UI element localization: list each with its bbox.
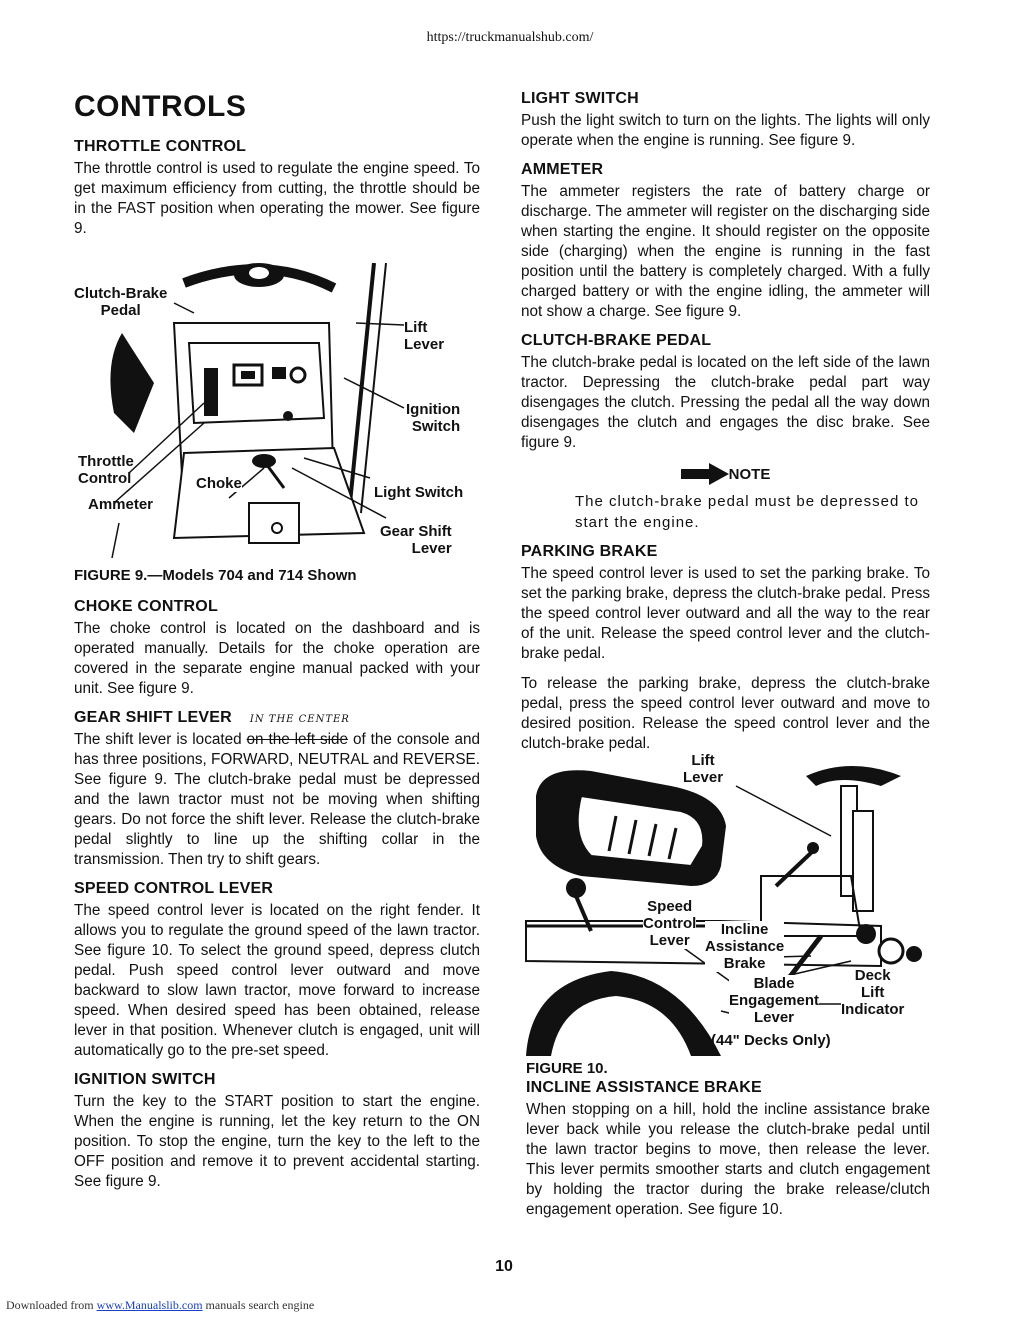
figure-9-caption: FIGURE 9.—Models 704 and 714 Shown (74, 567, 357, 584)
label-lift-lever-fig10: Lift Lever (683, 752, 724, 786)
incline-heading: INCLINE ASSISTANCE BRAKE (526, 1079, 762, 1096)
ammeter-heading: AMMETER (521, 161, 604, 178)
right-column (521, 90, 930, 1230)
footer (6, 1298, 314, 1313)
label-speed-control-lever: Speed Control Lever (643, 898, 697, 949)
speed-control-text: The speed control lever is located on the right fender. It allows you to regulate the ground speed of the lawn tractor. See figure 10. To select the ground speed, depress clutch pedal. Push speed control lever outward and move backward to slow lawn tractor, move forward to increase speed. When desired speed has been obtained, release lever in that position. Whenever clutch is engaged, unit will automatically go to the pre-set speed. (74, 902, 480, 1059)
note-header (521, 463, 930, 485)
footer-suffix: manuals search engine (202, 1298, 315, 1312)
clutch-brake-text: The clutch-brake pedal is located on the left side of the lawn tractor. Depressing the clutch-brake pedal part way disengages the clutch. Pressing the pedal all the way down disengages the clutch and engages the disc brake. See figure 9. (521, 354, 930, 451)
page-number: 10 (495, 1258, 513, 1275)
label-blade-engagement-lever: Blade Engagement Lever (729, 975, 820, 1026)
left-column (74, 90, 480, 1202)
throttle-heading: THROTTLE CONTROL (74, 138, 247, 155)
clutch-brake-heading: CLUTCH-BRAKE PEDAL (521, 332, 712, 349)
gear-shift-heading (74, 709, 480, 727)
choke-heading: CHOKE CONTROL (74, 598, 218, 615)
ignition-text: Turn the key to the START position to start the engine. When the engine is running, let the key return to the ON position. To stop the engine, turn the key to the left to the OFF position and remove it to prevent accidental starting. See figure 9. (74, 1093, 480, 1190)
label-choke: Choke (196, 475, 242, 492)
label-ammeter: Ammeter (88, 496, 154, 513)
handwritten-note: IN THE CENTER (249, 714, 350, 725)
label-throttle-control: Throttle Control (78, 453, 134, 487)
gear-shift-text-before: The shift lever is located (74, 731, 247, 748)
label-deck-lift-indicator: Deck Lift Indicator (841, 967, 905, 1018)
label-gear-shift-lever: Gear Shift Lever (380, 523, 452, 557)
label-decks-only: (44" Decks Only) (711, 1032, 831, 1049)
light-switch-heading: LIGHT SWITCH (521, 90, 639, 107)
header-url: https://truckmanualshub.com/ (426, 30, 594, 45)
parking-brake-text-2: To release the parking brake, depress the clutch-brake pedal, press the speed control lever outward and move to desired position. Release the speed control lever and the clutch-brake pedal. (521, 675, 930, 752)
label-clutch-brake-pedal: Clutch-Brake Pedal (74, 285, 168, 319)
figure-10-caption: FIGURE 10. (526, 1060, 608, 1077)
note-text: The clutch-brake pedal must be depressed to start the engine. (575, 493, 920, 531)
parking-brake-heading: PARKING BRAKE (521, 543, 658, 560)
figure-9 (74, 263, 480, 563)
label-ignition-switch: Ignition Switch (406, 401, 461, 435)
ignition-heading: IGNITION SWITCH (74, 1071, 216, 1088)
choke-text: The choke control is located on the dashboard and is operated manually. Details for the choke operation are covered in the separate engine manual packed with your unit. See figure 9. (74, 620, 480, 697)
footer-link[interactable]: www.Manualslib.com (96, 1298, 203, 1312)
throttle-text: The throttle control is used to regulate the engine speed. To get maximum efficiency from cutting, the throttle should be in the FAST position when operating the mower. See figure 9. (74, 160, 480, 237)
speed-control-heading: SPEED CONTROL LEVER (74, 880, 274, 897)
label-incline-assistance-brake: Incline Assistance Brake (705, 921, 785, 972)
incline-text: When stopping on a hill, hold the incline assistance brake lever back while you release the clutch-brake pedal until the lawn tractor begins to move, then release the lever. This lever permits smoother starts and clutch engagement by holding the tractor during the brake release/clutch engagement operation. See figure 10. (526, 1101, 930, 1218)
struck-text: on the left side (246, 731, 349, 748)
gear-shift-heading-text: GEAR SHIFT LEVER (74, 709, 232, 726)
arrow-right-icon (681, 463, 729, 485)
gear-shift-text-after: of the console and has three positions, FORWARD, NEUTRAL and REVERSE. See figure 9. The clutch-brake pedal must be depressed and the lawn tractor must not be moving when shifting gears. Do not force the shift lever. Release the clutch-brake pedal slightly to line up the shifting collar in the transmission. Then try to shift gears. (74, 731, 481, 868)
ammeter-text: The ammeter registers the rate of battery charge or discharge. The ammeter will register on the discharging side when starting the engine. It should register on the opposite side (charging) when the engine is running in the fast position until the battery is completely charged. With a fully charged battery or with the engine idling, the ammeter will not show a charge. See figure 9. (521, 183, 930, 320)
note-label: NOTE (728, 465, 771, 483)
gear-shift-text (74, 730, 480, 870)
parking-brake-text-1: The speed control lever is used to set the parking brake. To set the parking brake, depress the clutch-brake pedal. Press the speed control lever outward and all the way to the rear of the unit. Release the speed control lever and the clutch-brake pedal. (521, 565, 930, 662)
figure-10 (521, 752, 930, 1058)
label-lift-lever: Lift Lever (404, 319, 445, 353)
light-switch-text: Push the light switch to turn on the lights. The lights will only operate when the engine is running. See figure 9. (521, 112, 930, 149)
page-title: CONTROLS (74, 90, 247, 123)
label-light-switch: Light Switch (374, 484, 464, 501)
footer-prefix: Downloaded from (6, 1298, 97, 1312)
